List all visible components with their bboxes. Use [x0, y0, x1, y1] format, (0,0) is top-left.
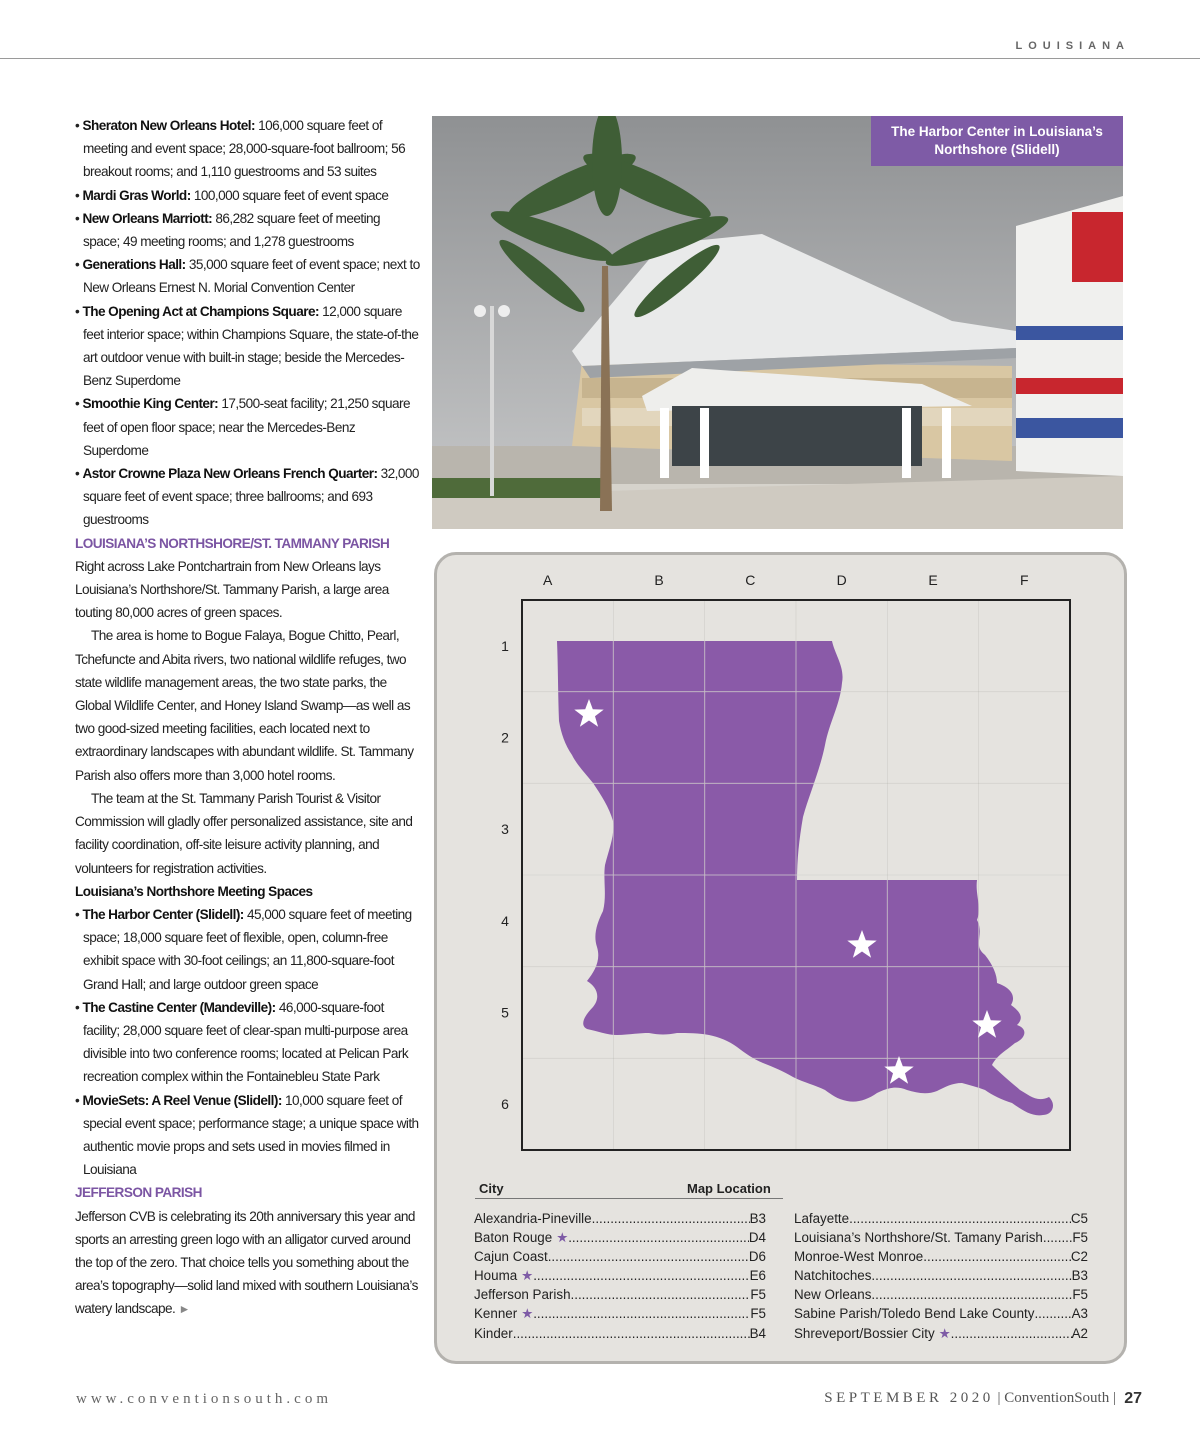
venue-description: 32,000 square feet of event space; three ballrooms; and 693 guestrooms [83, 466, 419, 528]
northshore-paragraph: The area is home to Bogue Falaya, Bogue Chitto, Pearl, Tchefuncte and Abita rivers, two national wildlife refuges, two state wildlife management areas, the two state parks, the Global Wildlife Center, and Honey Island Swamp—as well as two good-sized meeting facilities, each located next to extraordinary landscapes with abundant wildlife. St. Tammany Parish also offers more than 3,000 hotel rooms. [75, 628, 414, 783]
venue-name: The Opening Act at Champions Square: [82, 303, 319, 319]
legend-location: D6 [748, 1249, 766, 1265]
leader-dots [923, 1247, 1071, 1266]
map-column-label: C [745, 572, 756, 588]
leader-dots [592, 1209, 750, 1228]
northshore-paragraph: Right across Lake Pontchartrain from New Orleans lays Louisiana’s Northshore/St. Tammany Parish, a large area touting 80,000 acres of green spaces. [75, 558, 389, 621]
footer-issue [824, 1390, 1116, 1407]
venue-bullet: • The Opening Act at Champions Square: 12,000 square feet interior space; within Champions Square, the state-of-the art outdoor venue with built-in stage; beside the Mercedes-Benz Superdome [75, 303, 419, 389]
venue-description: 100,000 square feet of event space [190, 187, 389, 203]
footer-issue-date: SEPTEMBER 2020 [824, 1390, 994, 1406]
venue-description: 12,000 square feet interior space; within Champions Square, the state-of-the art outdoor venue with built-in stage; beside the Mercedes-Benz Superdome [83, 303, 419, 389]
map-column-label: F [1020, 572, 1029, 588]
legend-row [474, 1285, 766, 1304]
venue-name: MovieSets: A Reel Venue (Slidell): [82, 1092, 282, 1108]
legend-city: Natchitoches [794, 1268, 872, 1284]
jefferson-text: Jefferson CVB is celebrating its 20th anniversary this year and sports an arresting green logo with an alligator curved around the top of the zero. That choice tells you something about the area’s topography—solid land mixed with southern Louisiana’s watery landscape. [75, 1208, 418, 1317]
venue-name: New Orleans Marriott: [82, 210, 213, 226]
map-column-label: E [928, 572, 938, 588]
map-row-label: 5 [501, 1004, 509, 1021]
map-row-label: 3 [501, 821, 509, 838]
legend-location: A3 [1071, 1306, 1088, 1322]
venue-description: 46,000-square-foot facility; 28,000 square feet of clear-span multi-purpose area divisible into two conference rooms; located at Pelican Park recreation complex within the Fontainebleu State Park [83, 999, 409, 1085]
star-icon: ★ [556, 1230, 569, 1246]
map-column-label: A [542, 572, 553, 588]
legend-row [474, 1228, 766, 1247]
footer-website: www.conventionsouth.com [76, 1391, 333, 1407]
legend-row [794, 1285, 1088, 1304]
photo-caption: The Harbor Center in Louisiana’s Northshore (Slidell) [871, 116, 1123, 166]
legend-row [794, 1247, 1088, 1266]
map-column-label: D [836, 572, 847, 588]
venue-description: 10,000 square feet of special event space; performance stage; a unique space with authentic movie props and sets used in movies filmed in Louisiana [83, 1092, 419, 1178]
venue-description: 86,282 square feet of meeting space; 49 meeting rooms; and 1,278 guestrooms [83, 210, 381, 250]
venue-bullet: • Generations Hall: 35,000 square feet of event space; next to New Orleans Ernest N. Morial Convention Center [75, 257, 420, 296]
legend-city: Baton Rouge [474, 1230, 553, 1246]
legend-row [474, 1304, 766, 1323]
legend-city: New Orleans [794, 1287, 872, 1303]
header-rule [0, 58, 1200, 59]
footer-magazine: ConventionSouth [1004, 1390, 1110, 1406]
louisiana-map [437, 555, 1130, 1175]
venue-bullet: • The Harbor Center (Slidell): 45,000 square feet of meeting space; 18,000 square feet of flexible, open, column-free exhibit space with 30-foot ceilings; an 11,800-square-foot Grand Hall; and large outdoor green space [75, 906, 412, 992]
continue-arrow-icon: ► [178, 1302, 190, 1317]
legend-city: Sabine Parish/Toledo Bend Lake County [794, 1306, 1035, 1322]
legend-row [794, 1209, 1088, 1228]
legend-right-column [794, 1209, 1088, 1343]
leader-dots [571, 1285, 751, 1304]
venue-bullet: • Smoothie King Center: 17,500-seat facility; 21,250 square feet of open floor space; near the Mercedes-Benz Superdome [75, 396, 410, 458]
legend-location: D4 [748, 1230, 766, 1246]
legend-location: B3 [1071, 1268, 1088, 1284]
legend-row [474, 1247, 766, 1266]
venue-name: Smoothie King Center: [82, 396, 219, 412]
legend-row [794, 1228, 1088, 1247]
leader-dots [533, 1304, 750, 1323]
map-row-label: 6 [501, 1096, 509, 1113]
leader-dots [1043, 1228, 1073, 1247]
legend-left-column [474, 1209, 766, 1343]
venue-bullet: • The Castine Center (Mandeville): 46,000-square-foot facility; 28,000 square feet of clear-span multi-purpose area divisible into two conference rooms; located at Pelican Park recreation complex within the Fontainebleu State Park [75, 999, 409, 1085]
map-panel [434, 552, 1127, 1364]
venue-bullet: • MovieSets: A Reel Venue (Slidell): 10,000 square feet of special event space; performance stage; a unique space with authentic movie props and sets used in movies filmed in Louisiana [75, 1092, 419, 1178]
legend-location: C2 [1070, 1249, 1088, 1265]
legend-row [474, 1324, 766, 1343]
legend-location: A2 [1071, 1325, 1088, 1341]
leader-dots [548, 1247, 749, 1266]
legend-city-header: City [479, 1181, 504, 1196]
northshore-spaces-heading: Louisiana’s Northshore Meeting Spaces [75, 883, 313, 899]
map-row-label: 4 [501, 912, 509, 929]
legend-city: Cajun Coast [474, 1249, 548, 1265]
venue-bullet: • Mardi Gras World: 100,000 square feet of event space [75, 187, 389, 203]
leader-dots [1034, 1304, 1071, 1323]
leader-dots [951, 1324, 1072, 1343]
legend-rule [475, 1198, 783, 1199]
legend-row [794, 1304, 1088, 1323]
venue-bullet: • New Orleans Marriott: 86,282 square feet of meeting space; 49 meeting rooms; and 1,278 guestrooms [75, 210, 381, 250]
legend-city: Jefferson Parish [474, 1287, 571, 1303]
map-row-label: 2 [501, 729, 509, 746]
leader-dots [871, 1266, 1071, 1285]
legend-city: Kenner [474, 1306, 518, 1322]
legend-location: C5 [1070, 1211, 1088, 1226]
venue-bullet: • Sheraton New Orleans Hotel: 106,000 square feet of meeting and event space; 28,000-square-foot ballroom; 56 breakout rooms; and 1,110 guestrooms and 53 suites [75, 118, 406, 180]
star-icon: ★ [521, 1268, 534, 1284]
legend-row [474, 1209, 766, 1228]
northshore-heading: LOUISIANA’S NORTHSHORE/ST. TAMMANY PARISH [75, 535, 390, 551]
leader-dots [533, 1266, 749, 1285]
harbor-center-photo [432, 116, 1123, 529]
venue-bullet: • Astor Crowne Plaza New Orleans French Quarter: 32,000 square feet of event space; three ballrooms; and 693 guestrooms [75, 466, 419, 528]
leader-dots [871, 1285, 1072, 1304]
jefferson-heading: JEFFERSON PARISH [75, 1185, 202, 1201]
legend-location: B4 [749, 1325, 766, 1341]
jefferson-paragraph [75, 1205, 420, 1322]
star-icon: ★ [521, 1306, 534, 1322]
section-label: LOUISIANA [1015, 40, 1130, 52]
northshore-paragraph: The team at the St. Tammany Parish Tourist & Visitor Commission will gladly offer personalized assistance, site and facility coordination, off-site leisure activity planning, and volunteers for registration activities. [75, 790, 413, 876]
page-number: 27 [1124, 1390, 1142, 1407]
legend-city: Lafayette [794, 1211, 850, 1226]
footer-separator: | [997, 1390, 1001, 1406]
legend-row [794, 1266, 1088, 1285]
legend-location: F5 [750, 1306, 766, 1322]
venue-description: 17,500-seat facility; 21,250 square feet of open floor space; near the Mercedes-Benz Superdome [83, 396, 410, 458]
legend-row [474, 1266, 766, 1285]
map-row-label: 1 [501, 637, 509, 654]
venue-description: 106,000 square feet of meeting and event space; 28,000-square-foot ballroom; 56 breakout rooms; and 1,110 guestrooms and 53 suites [83, 118, 406, 180]
legend-location: E6 [749, 1268, 766, 1284]
legend-city: Houma [474, 1268, 518, 1284]
legend-location: F5 [750, 1287, 766, 1303]
venue-name: Mardi Gras World: [82, 187, 191, 203]
legend-city: Louisiana’s Northshore/St. Tamany Parish [794, 1230, 1043, 1246]
footer-separator: | [1112, 1390, 1116, 1406]
legend-city: Kinder [474, 1325, 513, 1341]
northshore-venue-list [75, 903, 420, 1181]
venue-description: 45,000 square feet of meeting space; 18,000 square feet of flexible, open, column-free exhibit space with 30-foot ceilings; an 11,800-square-foot Grand Hall; and large outdoor green space [83, 906, 412, 992]
new-orleans-venue-list [75, 114, 420, 532]
leader-dots [849, 1209, 1071, 1228]
legend-location: F5 [1072, 1287, 1088, 1303]
leader-dots [513, 1324, 750, 1343]
venue-name: Astor Crowne Plaza New Orleans French Quarter: [82, 466, 378, 482]
legend-location-header: Map Location [687, 1181, 771, 1196]
map-column-label: B [654, 572, 664, 588]
legend-row [794, 1324, 1088, 1343]
venue-name: Sheraton New Orleans Hotel: [82, 118, 255, 133]
leader-dots [568, 1228, 749, 1247]
venue-name: The Castine Center (Mandeville): [82, 999, 276, 1015]
legend-location: F5 [1072, 1230, 1088, 1246]
legend-city: Shreveport/Bossier City [794, 1325, 935, 1341]
venue-description: 35,000 square feet of event space; next to New Orleans Ernest N. Morial Convention Center [83, 257, 420, 296]
article-column [75, 114, 420, 1322]
legend-location: B3 [749, 1211, 766, 1226]
venue-name: The Harbor Center (Slidell): [82, 906, 244, 922]
legend-city: Monroe-West Monroe [794, 1249, 924, 1265]
venue-name: Generations Hall: [82, 257, 186, 273]
star-icon: ★ [938, 1325, 951, 1341]
legend-city: Alexandria-Pineville [474, 1211, 592, 1226]
